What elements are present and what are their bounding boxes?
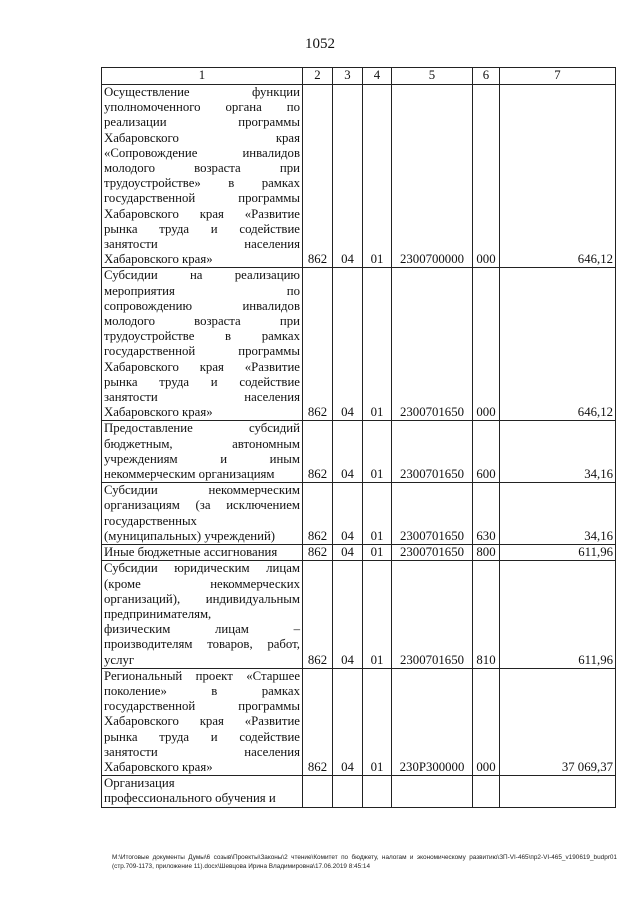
expense-type-code: 000 (473, 85, 500, 268)
table-header-row (102, 68, 616, 85)
subsection-code: 01 (363, 421, 392, 483)
description-line: молодого возраста при (104, 314, 300, 329)
description-line: сопровождению инвалидов (104, 298, 300, 313)
table-row (102, 421, 616, 483)
amount: 34,16 (500, 421, 616, 483)
table-row (102, 85, 616, 268)
admin-code: 862 (303, 668, 333, 775)
description-line: Хабаровского края» (104, 759, 213, 774)
description-line: Хабаровского края «Развитие (104, 206, 300, 221)
description-line: услуг (104, 652, 135, 667)
subsection-code (363, 776, 392, 807)
amount: 646,12 (500, 268, 616, 421)
description-line: рынка труда и содействие (104, 221, 300, 236)
target-article-code: 2300701650 (392, 268, 473, 421)
admin-code: 862 (303, 561, 333, 668)
row-description (102, 268, 303, 421)
description-line: организациям (за исключением (104, 498, 300, 513)
description-line: Осуществление функции (104, 85, 300, 99)
admin-code: 862 (303, 421, 333, 483)
header-cell: 7 (500, 68, 616, 85)
amount: 37 069,37 (500, 668, 616, 775)
description-line: предпринимателям, (104, 606, 212, 621)
description-line: занятости населения (104, 744, 300, 759)
target-article-code: 2300701650 (392, 483, 473, 545)
description-line: Субсидии на реализацию (104, 268, 300, 283)
row-description (102, 668, 303, 775)
row-description (102, 545, 303, 561)
subsection-code: 01 (363, 545, 392, 561)
section-code: 04 (333, 85, 363, 268)
description-line: занятости населения (104, 237, 300, 252)
description-line: реализации программы (104, 115, 300, 130)
expense-type-code: 800 (473, 545, 500, 561)
expense-type-code: 810 (473, 561, 500, 668)
description-line: учреждениям и иным (104, 451, 300, 466)
description-line: молодого возраста при (104, 161, 300, 176)
row-description (102, 421, 303, 483)
section-code (333, 776, 363, 807)
table-row (102, 668, 616, 775)
table-row (102, 561, 616, 668)
description-line: Хабаровского края» (104, 252, 213, 267)
description-line: «Сопровождение инвалидов (104, 145, 300, 160)
description-line: Региональный проект «Старшее (104, 668, 300, 683)
description-line: государственной программы (104, 191, 300, 206)
header-cell: 1 (102, 68, 303, 85)
admin-code: 862 (303, 268, 333, 421)
table-row (102, 483, 616, 545)
subsection-code: 01 (363, 668, 392, 775)
subsection-code: 01 (363, 483, 392, 545)
description-line: некоммерческим организациям (104, 467, 275, 482)
header-cell: 6 (473, 68, 500, 85)
header-cell: 5 (392, 68, 473, 85)
description-line: физическим лицам – (104, 622, 300, 637)
description-line: Субсидии юридическим лицам (104, 561, 300, 576)
description-line: трудоустройстве в рамках (104, 329, 300, 344)
description-line: производителям товаров, работ, (104, 637, 300, 652)
table-row (102, 268, 616, 421)
header-cell: 3 (333, 68, 363, 85)
expense-type-code: 000 (473, 668, 500, 775)
description-line: Организация (104, 776, 175, 791)
description-line: государственной программы (104, 344, 300, 359)
row-description (102, 85, 303, 268)
description-line: организаций), индивидуальным (104, 591, 300, 606)
amount: 646,12 (500, 85, 616, 268)
amount (500, 776, 616, 807)
section-code: 04 (333, 545, 363, 561)
target-article-code: 2300701650 (392, 561, 473, 668)
description-line: Предоставление субсидий (104, 421, 300, 436)
description-line: (кроме некоммерческих (104, 576, 300, 591)
description-line: Хабаровского края «Развитие (104, 359, 300, 374)
admin-code: 862 (303, 85, 333, 268)
admin-code (303, 776, 333, 807)
expense-type-code: 000 (473, 268, 500, 421)
description-line: государственных (104, 513, 197, 528)
description-line: государственной программы (104, 699, 300, 714)
description-line: Иные бюджетные ассигнования (104, 545, 278, 560)
section-code: 04 (333, 268, 363, 421)
description-line: Хабаровского края «Развитие (104, 714, 300, 729)
target-article-code: 230P300000 (392, 668, 473, 775)
table-row (102, 545, 616, 561)
admin-code: 862 (303, 483, 333, 545)
description-line: уполномоченного органа по (104, 100, 300, 115)
section-code: 04 (333, 561, 363, 668)
description-line: Хабаровского края (104, 130, 300, 145)
header-cell: 4 (363, 68, 392, 85)
section-code: 04 (333, 421, 363, 483)
target-article-code: 2300701650 (392, 545, 473, 561)
header-cell: 2 (303, 68, 333, 85)
expense-type-code: 600 (473, 421, 500, 483)
description-line: мероприятия по (104, 283, 300, 298)
description-line: (муниципальных) учреждений) (104, 528, 276, 543)
description-line: бюджетным, автономным (104, 436, 300, 451)
subsection-code: 01 (363, 561, 392, 668)
target-article-code (392, 776, 473, 807)
row-description (102, 483, 303, 545)
amount: 611,96 (500, 561, 616, 668)
description-line: Хабаровского края» (104, 405, 213, 420)
description-line: трудоустройстве» в рамках (104, 176, 300, 191)
row-description (102, 561, 303, 668)
row-description (102, 776, 303, 807)
description-line: занятости населения (104, 390, 300, 405)
expense-type-code (473, 776, 500, 807)
expense-type-code: 630 (473, 483, 500, 545)
description-line: профессионального обучения и (104, 791, 276, 806)
document-path-footer: M:\Итоговые документы Думы\6 созыв\Проекты\Законы\2 чтение\Комитет по бюджету, налогам и экономическому развитию\ЗП-VI-465\пр2-VI-465_v190619_budpr01 (стр.709-1173, приложение 11).docx\Шевцова Ирина Владимировна\17.06.2019 8:45:14 (112, 854, 617, 870)
description-line: рынка труда и содействие (104, 374, 300, 389)
budget-table (101, 67, 616, 808)
description-line: поколение» в рамках (104, 683, 300, 698)
page-number: 1052 (305, 36, 335, 52)
target-article-code: 2300700000 (392, 85, 473, 268)
target-article-code: 2300701650 (392, 421, 473, 483)
subsection-code: 01 (363, 85, 392, 268)
description-line: рынка труда и содействие (104, 729, 300, 744)
admin-code: 862 (303, 545, 333, 561)
amount: 34,16 (500, 483, 616, 545)
section-code: 04 (333, 668, 363, 775)
subsection-code: 01 (363, 268, 392, 421)
section-code: 04 (333, 483, 363, 545)
table-row (102, 776, 616, 807)
description-line: Субсидии некоммерческим (104, 483, 300, 498)
amount: 611,96 (500, 545, 616, 561)
